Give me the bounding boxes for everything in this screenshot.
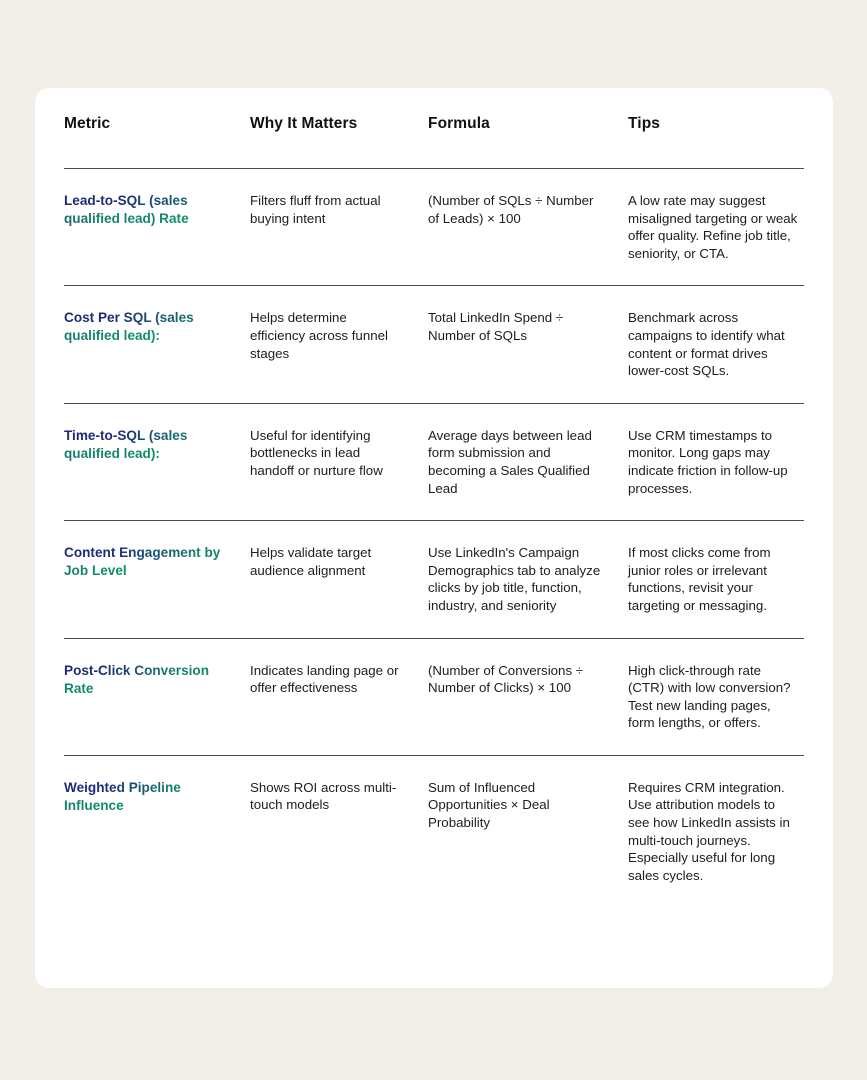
metric-name-cell (64, 755, 250, 907)
metric-name-cell (64, 286, 250, 403)
metric-name-cell (64, 521, 250, 638)
formula-cell: Total LinkedIn Spend ÷ Number of SQLs (428, 286, 628, 403)
table-header (64, 88, 804, 169)
metric-name-cell (64, 403, 250, 520)
tips-cell: Benchmark across campaigns to identify what content or format drives lower-cost SQLs. (628, 286, 804, 403)
column-header-why: Why It Matters (250, 88, 428, 169)
metrics-table (64, 88, 804, 907)
why-it-matters-cell: Useful for identifying bottlenecks in lead handoff or nurture flow (250, 403, 428, 520)
tips-cell: A low rate may suggest misaligned targeting or weak offer quality. Refine job title, seniority, or CTA. (628, 169, 804, 286)
why-it-matters-cell: Indicates landing page or offer effectiveness (250, 638, 428, 755)
metric-name-cell (64, 169, 250, 286)
column-header-formula: Formula (428, 88, 628, 169)
metric-name-cell (64, 638, 250, 755)
table-row (64, 521, 804, 638)
why-it-matters-cell: Helps determine efficiency across funnel stages (250, 286, 428, 403)
formula-cell: Average days between lead form submission and becoming a Sales Qualified Lead (428, 403, 628, 520)
column-header-tips: Tips (628, 88, 804, 169)
tips-cell: High click-through rate (CTR) with low conversion? Test new landing pages, form lengths, or offers. (628, 638, 804, 755)
table-row (64, 638, 804, 755)
tips-cell: Use CRM timestamps to monitor. Long gaps may indicate friction in follow-up processes. (628, 403, 804, 520)
table-header-row (64, 88, 804, 169)
metric-name-label: Cost Per SQL (sales qualified lead): (64, 310, 194, 344)
table-row (64, 755, 804, 907)
metric-name-label: Post-Click Conversion Rate (64, 662, 210, 696)
formula-cell: (Number of SQLs ÷ Number of Leads) × 100 (428, 169, 628, 286)
metrics-card (35, 88, 833, 988)
table-row (64, 403, 804, 520)
metric-name-label: Content Engagement by Job Level (64, 545, 221, 579)
why-it-matters-cell: Shows ROI across multi-touch models (250, 779, 397, 813)
formula-cell: (Number of Conversions ÷ Number of Clicks) × 100 (428, 638, 628, 755)
why-it-matters-cell: Helps validate target audience alignment (250, 521, 428, 638)
table-row (64, 169, 804, 286)
table-row (64, 286, 804, 403)
formula-cell: Sum of Influenced Opportunities × Deal Probability (428, 779, 550, 831)
metric-name-label: Weighted Pipeline Influence (64, 779, 181, 813)
tips-cell: Requires CRM integration. Use attribution models to see how LinkedIn assists in multi-touch journeys. Especially useful for long sales cycles. (628, 779, 790, 883)
metric-name-label: Lead-to-SQL (sales qualified lead) Rate (64, 193, 189, 226)
why-it-matters-cell: Filters fluff from actual buying intent (250, 169, 428, 286)
metric-name-label: Time-to-SQL (sales qualified lead): (64, 427, 188, 461)
table-body (64, 169, 804, 908)
column-header-metric: Metric (64, 88, 250, 169)
tips-cell: If most clicks come from junior roles or irrelevant functions, revisit your targeting or messaging. (628, 521, 804, 638)
formula-cell: Use LinkedIn's Campaign Demographics tab to analyze clicks by job title, function, industry, and seniority (428, 521, 628, 638)
